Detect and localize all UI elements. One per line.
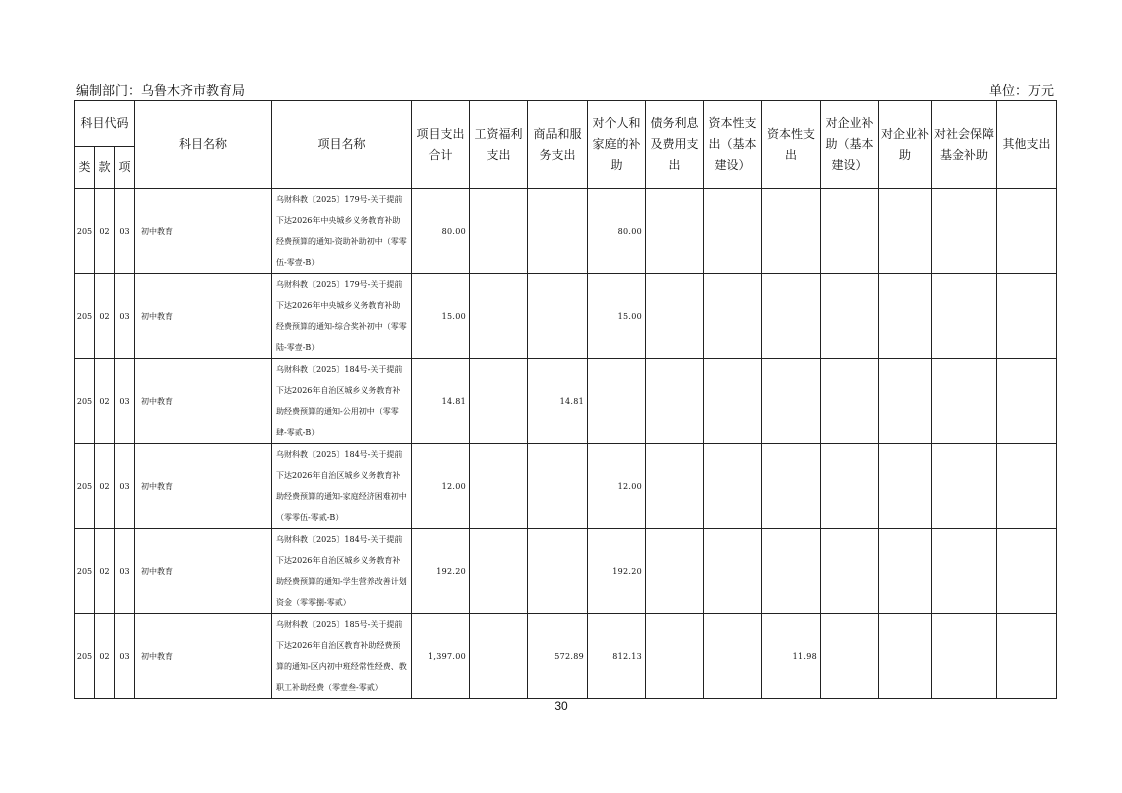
enterprise-basic-cell bbox=[821, 359, 879, 444]
subject-cell: 初中教育 bbox=[135, 444, 272, 529]
kuan-cell: 02 bbox=[95, 274, 115, 359]
subject-cell: 初中教育 bbox=[135, 359, 272, 444]
debt-cell bbox=[646, 189, 704, 274]
table-row bbox=[75, 444, 1057, 529]
subject-cell: 初中教育 bbox=[135, 189, 272, 274]
subject-cell: 初中教育 bbox=[135, 614, 272, 699]
goods-cell bbox=[528, 444, 588, 529]
debt-cell bbox=[646, 359, 704, 444]
social-cell bbox=[932, 614, 997, 699]
xiang-cell: 03 bbox=[115, 529, 135, 614]
personal-subsidy-header: 对个人和家庭的补助 bbox=[588, 101, 646, 189]
kuan-cell: 02 bbox=[95, 614, 115, 699]
project-cell: 乌财科教〔2025〕184号-关于提前下达2026年自治区城乡义务教育补助经费预算的通知-学生营养改善计划资金（零零捌-零贰） bbox=[272, 529, 412, 614]
goods-cell: 14.81 bbox=[528, 359, 588, 444]
goods-cell bbox=[528, 189, 588, 274]
capital-basic-cell bbox=[704, 529, 762, 614]
salary-cell bbox=[470, 614, 528, 699]
total-cell: 80.00 bbox=[412, 189, 470, 274]
capital-basic-header: 资本性支出（基本建设） bbox=[704, 101, 762, 189]
capital-cell bbox=[762, 189, 821, 274]
project-cell: 乌财科教〔2025〕185号-关于提前下达2026年自治区教育补助经费预算的通知-区内初中班经常性经费、教职工补助经费（零壹叁-零贰） bbox=[272, 614, 412, 699]
enterprise-cell bbox=[879, 274, 932, 359]
xiang-cell: 03 bbox=[115, 189, 135, 274]
debt-cell bbox=[646, 614, 704, 699]
goods-cell bbox=[528, 274, 588, 359]
salary-cell bbox=[470, 529, 528, 614]
total-cell: 1,397.00 bbox=[412, 614, 470, 699]
personal-cell: 80.00 bbox=[588, 189, 646, 274]
table-row bbox=[75, 274, 1057, 359]
other-cell bbox=[997, 444, 1057, 529]
capital-cell bbox=[762, 359, 821, 444]
capital-cell bbox=[762, 529, 821, 614]
enterprise-basic-cell bbox=[821, 274, 879, 359]
debt-cell bbox=[646, 274, 704, 359]
kuan-cell: 02 bbox=[95, 529, 115, 614]
goods-services-header: 商品和服务支出 bbox=[528, 101, 588, 189]
social-security-header: 对社会保障基金补助 bbox=[932, 101, 997, 189]
goods-cell: 572.89 bbox=[528, 614, 588, 699]
social-cell bbox=[932, 274, 997, 359]
xiang-cell: 03 bbox=[115, 444, 135, 529]
goods-cell bbox=[528, 529, 588, 614]
lei-cell: 205 bbox=[75, 529, 95, 614]
personal-cell bbox=[588, 359, 646, 444]
other-cell bbox=[997, 614, 1057, 699]
capital-cell: 11.98 bbox=[762, 614, 821, 699]
salary-cell bbox=[470, 189, 528, 274]
project-cell: 乌财科教〔2025〕184号-关于提前下达2026年自治区城乡义务教育补助经费预算的通知-家庭经济困难初中（零零伍-零贰-B） bbox=[272, 444, 412, 529]
personal-cell: 15.00 bbox=[588, 274, 646, 359]
capital-header: 资本性支出 bbox=[762, 101, 821, 189]
capital-basic-cell bbox=[704, 444, 762, 529]
total-cell: 14.81 bbox=[412, 359, 470, 444]
social-cell bbox=[932, 359, 997, 444]
budget-table bbox=[74, 100, 1057, 699]
personal-cell: 812.13 bbox=[588, 614, 646, 699]
social-cell bbox=[932, 189, 997, 274]
enterprise-basic-cell bbox=[821, 529, 879, 614]
xiang-cell: 03 bbox=[115, 614, 135, 699]
debt-interest-header: 债务利息及费用支出 bbox=[646, 101, 704, 189]
total-header: 项目支出合计 bbox=[412, 101, 470, 189]
capital-basic-cell bbox=[704, 614, 762, 699]
salary-cell bbox=[470, 274, 528, 359]
lei-cell: 205 bbox=[75, 189, 95, 274]
xiang-cell: 03 bbox=[115, 359, 135, 444]
unit-label: 单位：万元 bbox=[988, 84, 1054, 99]
total-cell: 12.00 bbox=[412, 444, 470, 529]
capital-basic-cell bbox=[704, 189, 762, 274]
table-row bbox=[75, 189, 1057, 274]
other-expense-header: 其他支出 bbox=[997, 101, 1057, 189]
kuan-cell: 02 bbox=[95, 444, 115, 529]
enterprise-basic-cell bbox=[821, 614, 879, 699]
social-cell bbox=[932, 529, 997, 614]
project-cell: 乌财科教〔2025〕179号-关于提前下达2026年中央城乡义务教育补助经费预算的通知-资助补助初中（零零伍-零壹-B） bbox=[272, 189, 412, 274]
enterprise-header: 对企业补助 bbox=[879, 101, 932, 189]
lei-cell: 205 bbox=[75, 274, 95, 359]
lei-cell: 205 bbox=[75, 359, 95, 444]
capital-cell bbox=[762, 274, 821, 359]
salary-header: 工资福利支出 bbox=[470, 101, 528, 189]
table-row bbox=[75, 359, 1057, 444]
total-cell: 192.20 bbox=[412, 529, 470, 614]
salary-cell bbox=[470, 359, 528, 444]
total-cell: 15.00 bbox=[412, 274, 470, 359]
subject-cell: 初中教育 bbox=[135, 529, 272, 614]
subject-cell: 初中教育 bbox=[135, 274, 272, 359]
lei-cell: 205 bbox=[75, 444, 95, 529]
enterprise-basic-header: 对企业补助（基本建设） bbox=[821, 101, 879, 189]
table-row bbox=[75, 614, 1057, 699]
capital-basic-cell bbox=[704, 274, 762, 359]
kuan-header: 款 bbox=[95, 147, 115, 189]
project-name-header: 项目名称 bbox=[272, 101, 412, 189]
page-number: 30 bbox=[554, 699, 568, 713]
enterprise-cell bbox=[879, 614, 932, 699]
capital-basic-cell bbox=[704, 359, 762, 444]
code-group-header: 科目代码 bbox=[75, 101, 135, 147]
debt-cell bbox=[646, 444, 704, 529]
social-cell bbox=[932, 444, 997, 529]
enterprise-cell bbox=[879, 529, 932, 614]
kuan-cell: 02 bbox=[95, 359, 115, 444]
other-cell bbox=[997, 529, 1057, 614]
xiang-cell: 03 bbox=[115, 274, 135, 359]
project-cell: 乌财科教〔2025〕179号-关于提前下达2026年中央城乡义务教育补助经费预算的通知-综合奖补初中（零零陆-零壹-B） bbox=[272, 274, 412, 359]
lei-cell: 205 bbox=[75, 614, 95, 699]
enterprise-basic-cell bbox=[821, 189, 879, 274]
salary-cell bbox=[470, 444, 528, 529]
department-label: 编制部门：乌鲁木齐市教育局 bbox=[76, 84, 246, 99]
capital-cell bbox=[762, 444, 821, 529]
project-cell: 乌财科教〔2025〕184号-关于提前下达2026年自治区城乡义务教育补助经费预算的通知-公用初中（零零肆-零贰-B） bbox=[272, 359, 412, 444]
subject-name-header: 科目名称 bbox=[135, 101, 272, 189]
enterprise-basic-cell bbox=[821, 444, 879, 529]
table-row bbox=[75, 529, 1057, 614]
kuan-cell: 02 bbox=[95, 189, 115, 274]
enterprise-cell bbox=[879, 444, 932, 529]
enterprise-cell bbox=[879, 359, 932, 444]
xiang-header: 项 bbox=[115, 147, 135, 189]
other-cell bbox=[997, 274, 1057, 359]
other-cell bbox=[997, 189, 1057, 274]
enterprise-cell bbox=[879, 189, 932, 274]
lei-header: 类 bbox=[75, 147, 95, 189]
debt-cell bbox=[646, 529, 704, 614]
personal-cell: 192.20 bbox=[588, 529, 646, 614]
other-cell bbox=[997, 359, 1057, 444]
personal-cell: 12.00 bbox=[588, 444, 646, 529]
